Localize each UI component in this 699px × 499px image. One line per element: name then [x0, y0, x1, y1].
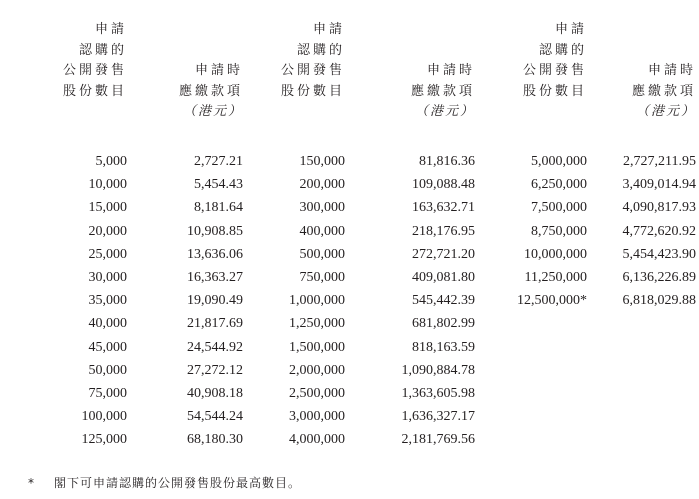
amount-cell: 4,772,620.92: [622, 223, 696, 239]
shares-cell: 25,000: [88, 246, 127, 262]
shares-header-line2: 認購的: [296, 42, 345, 58]
shares-cell: 1,500,000: [289, 339, 345, 355]
amount-cell: 24,544.92: [187, 339, 243, 355]
amount-cell: 2,727.21: [194, 154, 243, 169]
table-row: [40, 220, 696, 243]
table-row: [40, 196, 696, 219]
amount-cell: 27,272.12: [187, 362, 243, 378]
shares-cell: 20,000: [88, 223, 127, 239]
shares-cell: [475, 312, 587, 335]
table-header: [40, 20, 696, 150]
amount-cell: 21,817.69: [187, 316, 243, 332]
shares-header-line2: 認購的: [78, 42, 127, 58]
amount-cell: [587, 336, 696, 359]
amount-cell: 2,727,211.95: [623, 154, 696, 169]
shares-cell: 400,000: [299, 223, 345, 239]
amount-header-line2: 應繳款項: [410, 83, 475, 99]
shares-cell: 50,000: [88, 362, 127, 378]
shares-cell: 750,000: [299, 270, 345, 286]
amount-cell: 1,363,605.98: [401, 386, 475, 402]
shares-cell: [475, 336, 587, 359]
shares-cell: 7,500,000: [531, 200, 587, 216]
amount-cell: 163,632.71: [412, 200, 475, 216]
amount-cell: 16,363.27: [187, 270, 243, 286]
amount-cell: 409,081.80: [412, 270, 475, 286]
table-body: [40, 150, 696, 452]
shares-cell: 8,750,000: [531, 223, 587, 239]
amount-cell: 109,088.48: [412, 177, 475, 193]
shares-header-line3: 公開發售: [280, 63, 345, 78]
application-price-table: [40, 20, 696, 452]
amount-header-line1: 申請時: [426, 63, 475, 78]
table-row: [40, 428, 696, 451]
amount-cell: [587, 428, 696, 451]
shares-cell: 100,000: [81, 409, 127, 425]
shares-cell: 6,250,000: [531, 177, 587, 193]
amount-cell: 3,409,014.94: [622, 177, 696, 193]
shares-header-line1: 申請: [94, 22, 127, 37]
shares-cell: 2,500,000: [289, 386, 345, 402]
amount-cell: [587, 359, 696, 382]
shares-header-line1: 申請: [312, 22, 345, 37]
amount-cell: 545,442.39: [412, 293, 475, 309]
amount-unit-label: （港元）: [182, 104, 243, 119]
amount-cell: 13,636.06: [187, 246, 243, 262]
shares-cell: 1,000,000: [289, 293, 345, 309]
shares-cell: 3,000,000: [289, 409, 345, 425]
shares-cell: 11,250,000: [524, 270, 587, 286]
shares-cell: 150,000: [299, 154, 345, 169]
shares-cell: 15,000: [88, 200, 127, 216]
table-row: [40, 336, 696, 359]
amount-cell: 40,908.18: [187, 386, 243, 402]
shares-header-line4: 股份數目: [280, 83, 345, 99]
amount-cell: 54,544.24: [187, 409, 243, 425]
amount-header-line1: 申請時: [194, 63, 243, 78]
amount-header-line2: 應繳款項: [631, 83, 696, 99]
amount-cell: 5,454,423.90: [622, 246, 696, 262]
amount-cell: 10,908.85: [187, 223, 243, 239]
amount-header-line1: 申請時: [647, 63, 696, 78]
amount-cell: 19,090.49: [187, 293, 243, 309]
shares-header-line3: 公開發售: [522, 63, 587, 78]
shares-cell: 12,500,000*: [517, 293, 587, 309]
shares-header-line3: 公開發售: [62, 63, 127, 78]
shares-header-line1: 申請: [554, 22, 587, 37]
shares-cell: 35,000: [88, 293, 127, 309]
shares-cell: [475, 428, 587, 451]
footnote-mark: *: [28, 476, 35, 490]
amount-unit-label: （港元）: [414, 104, 475, 119]
shares-header-line2: 認購的: [538, 42, 587, 58]
shares-cell: 300,000: [299, 200, 345, 216]
shares-cell: 10,000,000: [524, 246, 587, 262]
amount-cell: [587, 312, 696, 335]
shares-cell: 125,000: [81, 432, 127, 448]
shares-cell: [475, 405, 587, 428]
amount-cell: 2,181,769.56: [401, 432, 475, 448]
shares-cell: 40,000: [88, 316, 127, 332]
amount-cell: 818,163.59: [412, 339, 475, 355]
shares-cell: 45,000: [88, 339, 127, 355]
shares-cell: 4,000,000: [289, 432, 345, 448]
shares-header-line4: 股份數目: [522, 83, 587, 99]
amount-unit-label: （港元）: [635, 104, 696, 119]
shares-cell: [475, 359, 587, 382]
amount-cell: 5,454.43: [194, 177, 243, 193]
amount-cell: 8,181.64: [194, 200, 243, 216]
amount-cell: 1,636,327.17: [401, 409, 475, 425]
table-row: [40, 150, 696, 173]
shares-header-line4: 股份數目: [62, 83, 127, 99]
shares-cell: 2,000,000: [289, 362, 345, 378]
table-row: [40, 382, 696, 405]
table-row: [40, 266, 696, 289]
shares-cell: 5,000,000: [531, 154, 587, 169]
amount-cell: 1,090,884.78: [401, 362, 475, 378]
amount-cell: 681,802.99: [412, 316, 475, 332]
shares-cell: 10,000: [88, 177, 127, 193]
table-row: [40, 405, 696, 428]
amount-cell: 6,136,226.89: [622, 270, 696, 286]
amount-cell: 6,818,029.88: [622, 293, 696, 309]
shares-cell: [475, 382, 587, 405]
shares-cell: 500,000: [299, 246, 345, 262]
amount-cell: [587, 405, 696, 428]
table-row: [40, 243, 696, 266]
amount-cell: 4,090,817.93: [622, 200, 696, 216]
amount-header-line2: 應繳款項: [178, 83, 243, 99]
table-row: [40, 289, 696, 312]
shares-cell: 30,000: [88, 270, 127, 286]
table-row: [40, 359, 696, 382]
shares-cell: 75,000: [88, 386, 127, 402]
amount-cell: 81,816.36: [419, 154, 475, 169]
shares-cell: 1,250,000: [289, 316, 345, 332]
shares-cell: 200,000: [299, 177, 345, 193]
footnote: [28, 474, 301, 491]
amount-cell: 218,176.95: [412, 223, 475, 239]
shares-cell: 5,000: [95, 154, 127, 169]
footnote-text: 閣下可申請認購的公開發售股份最高數目。: [54, 476, 302, 490]
amount-cell: 68,180.30: [187, 432, 243, 448]
amount-cell: 272,721.20: [412, 246, 475, 262]
amount-cell: [587, 382, 696, 405]
table-row: [40, 173, 696, 196]
table-row: [40, 312, 696, 335]
